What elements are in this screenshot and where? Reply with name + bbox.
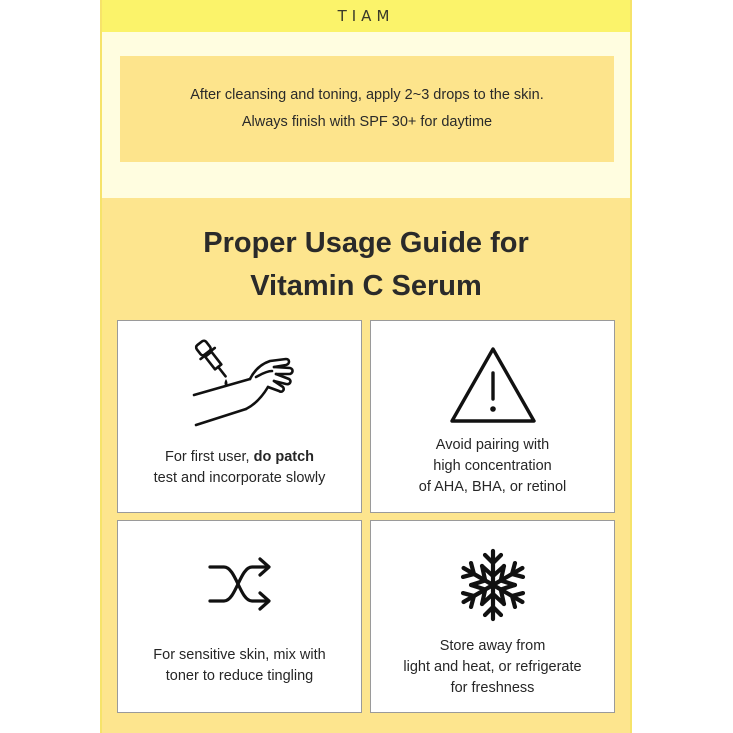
guide-title — [102, 222, 630, 308]
card-avoid-pairing — [370, 320, 615, 513]
card-text: For first user, do patch test and incorporate slowly — [153, 449, 326, 486]
dropper-hand-icon — [190, 337, 300, 429]
warning-triangle-icon — [448, 345, 538, 425]
emphasis-text: do patch — [253, 449, 315, 465]
instruction-box — [120, 56, 614, 162]
shuffle-arrows-icon — [206, 551, 276, 617]
guide-title-line-1: Proper Usage Guide for — [203, 227, 529, 259]
top-bar — [102, 0, 630, 32]
card-text: Avoid pairing with high concentration of AHA, BHA, or retinol — [418, 437, 567, 495]
card-storage — [370, 520, 615, 713]
card-patch-test — [117, 320, 362, 513]
card-text: Store away from light and heat, or refrigerate for freshness — [403, 638, 582, 696]
product-detail-page — [100, 0, 632, 733]
guide-title-line-2: Vitamin C Serum — [250, 270, 482, 302]
card-sensitive-skin — [117, 520, 362, 713]
brand-logo: TIAM — [337, 7, 395, 25]
card-text: For sensitive skin, mix with toner to reduce tingling — [153, 647, 326, 684]
snowflake-icon — [459, 547, 527, 623]
instruction-panel — [102, 32, 630, 198]
instruction-line-1: After cleansing and toning, apply 2~3 drops to the skin. — [190, 87, 544, 103]
instruction-line-2: Always finish with SPF 30+ for daytime — [241, 114, 493, 130]
